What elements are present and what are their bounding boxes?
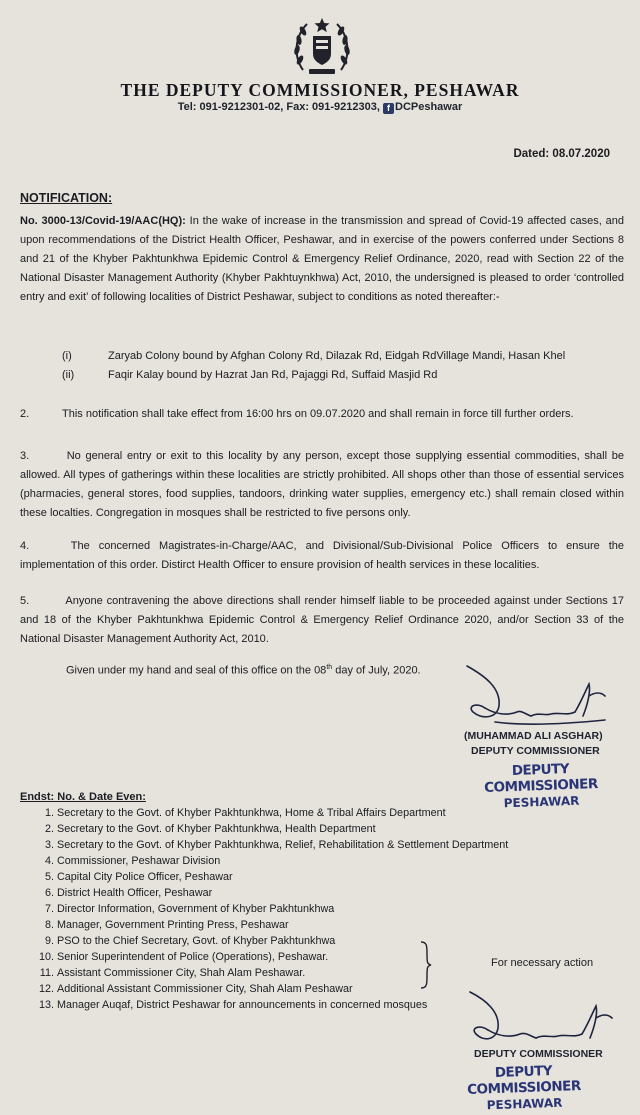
paragraph-line: implementation of this order. Distirct Health Officer to ensure provision of health services in these localities. [20, 559, 540, 571]
endorsement-list [20, 807, 620, 1015]
paragraph-4 [20, 537, 624, 575]
given-superscript: th [326, 664, 333, 671]
endorsement-number: 12. [38, 983, 54, 995]
facebook-handle: DCPeshawar [395, 101, 463, 113]
endorsement-text: Additional Assistant Commissioner City, Shah Alam Peshawar [57, 983, 353, 995]
brace-icon [419, 940, 433, 990]
paragraph-line: be allowed. All types of gatherings within these localities are strictly prohibited. All shops other than those of [20, 450, 624, 481]
endorsement-number: 2. [44, 823, 54, 835]
endorsement-number: 10. [38, 951, 54, 963]
endorsement-text: Secretary to the Govt. of Khyber Pakhtunkhwa, Home & Tribal Affairs Department [57, 807, 446, 819]
stamp-line: PESHAWAR [503, 793, 580, 811]
paragraph-line: essential services (pharmacies, general stores, food supplies, tandoors, drinking water supplies, emergency etc.) [20, 469, 624, 500]
endorsement-item [20, 871, 620, 887]
dated: Dated: 08.07.2020 [513, 148, 610, 160]
endorsement-item [20, 935, 620, 951]
paragraph-number: 5. [20, 595, 30, 607]
endorsement-text: Commissioner, Peshawar Division [57, 855, 221, 867]
kpk-emblem-icon [291, 12, 353, 78]
paragraph-number: 2. [20, 408, 30, 420]
endorsement-text: Senior Superintendent of Police (Operations), Peshawar. [57, 951, 329, 963]
signature-image [455, 662, 615, 730]
endorsement-text: Capital City Police Officer, Peshawar [57, 871, 233, 883]
stamp-line: DEPUTY COMMISSIONER [466, 1063, 582, 1098]
locality-text: Faqir Kalay bound by Hazrat Jan Rd, Pajaggi Rd, Suffaid Masjid Rd [108, 369, 438, 381]
locality-number: (ii) [62, 369, 75, 381]
intro-line: undersigned is pleased to order ‘controlled entry and exit’ of following localities of District Peshawar, subject to [20, 272, 624, 303]
endorsement-number: 8. [44, 919, 54, 931]
endorsement-text: Director Information, Government of Khyber Pakhtunkhwa [57, 903, 335, 915]
intro-line: conditions as noted thereafter:- [347, 291, 500, 303]
locality-item [0, 369, 640, 387]
endorsement-item [20, 839, 620, 855]
intro-line: conferred under Sections 8 and 21 of the Khyber Pakhtunkhwa Epidemic Control & Emergency Relief Ordinance, [20, 234, 624, 265]
paragraph-line: No general entry or exit to this locality by any person, except those supplying essential commodities, shall [66, 450, 608, 462]
endorsement-text: Manager Auqaf, District Peshawar for announcements in concerned mosques [57, 999, 428, 1011]
locality-item [0, 350, 640, 368]
notification-heading: NOTIFICATION: [20, 191, 113, 205]
paragraph-line: Section 33 of the National Disaster Management Authority Act, 2010. [20, 614, 624, 645]
endorsement-text: PSO to the Chief Secretary, Govt. of Khyber Pakhtunkhwa [57, 935, 336, 947]
given-text: Given under my hand and seal of this office on the 08 [66, 664, 327, 677]
paragraph-3 [20, 447, 624, 523]
signatory-designation: DEPUTY COMMISSIONER [471, 745, 600, 757]
endorsement-number: 4. [44, 855, 54, 867]
signatory-name: (MUHAMMAD ALI ASGHAR) [464, 730, 603, 742]
necessary-action-note: For necessary action [491, 957, 594, 969]
endorsement-item [20, 887, 620, 903]
endorsement-item [20, 967, 620, 983]
facebook-icon: f [383, 103, 394, 114]
endorsement-item [20, 903, 620, 919]
paragraph-number: 4. [20, 540, 30, 552]
endorsement-number: 1. [44, 807, 54, 819]
intro-line: In the wake of increase in the transmission and spread of Covid-19 affected [189, 215, 567, 227]
stamp-line: PESHAWAR [486, 1095, 563, 1113]
paragraph-line: shall remain closed within these localties. Congregation in mosques shall be restricted to five persons only. [20, 488, 624, 519]
paragraph-5 [20, 592, 624, 649]
endorsement-text: Assistant Commissioner City, Shah Alam Peshawar. [57, 967, 306, 979]
intro-line: 2020, read with Section 22 of the National Disaster Management Authority (Khyber Pakhtuynkhwa) Act, 2010, the [20, 253, 624, 284]
endorsement-number: 5. [44, 871, 54, 883]
given-under-seal [66, 664, 421, 677]
paragraph-text: This notification shall take effect from 16:00 hrs on 09.07.2020 and shall remain in force till further orders. [62, 408, 574, 420]
endorsement-number: 13. [38, 999, 54, 1011]
endorsement-designation: DEPUTY COMMISSIONER [474, 1048, 603, 1060]
endorsement-item [20, 919, 620, 935]
paragraph-number: 3. [20, 450, 30, 462]
endorsement-item [20, 823, 620, 839]
endorsement-item [20, 807, 620, 823]
contact-line [0, 101, 640, 114]
endorsement-number: 9. [44, 935, 54, 947]
endorsement-text: Manager, Government Printing Press, Peshawar [57, 919, 289, 931]
endorsement-number: 6. [44, 887, 54, 899]
official-stamp [460, 759, 622, 813]
endorsement-text: Secretary to the Govt. of Khyber Pakhtunkhwa, Relief, Rehabilitation & Settlement Department [57, 839, 509, 851]
contact-numbers: Tel: 091-9212301-02, Fax: 091-9212303, [177, 101, 380, 113]
endorsement-number: 7. [44, 903, 54, 915]
office-title: THE DEPUTY COMMISSIONER, PESHAWAR [120, 80, 520, 100]
paragraph-line: Anyone contravening the above directions shall render himself liable to be proceeded against under [65, 595, 562, 607]
endorsement-number: 11. [39, 967, 54, 979]
signature-image [460, 990, 620, 1050]
endorsement-text: District Health Officer, Peshawar [57, 887, 213, 899]
stamp-line: DEPUTY COMMISSIONER [483, 761, 599, 796]
locality-text: Zaryab Colony bound by Afghan Colony Rd, Dilazak Rd, Eidgah RdVillage Mandi, Hasan Khel [108, 350, 566, 362]
given-text-end: day of July, 2020. [332, 664, 421, 677]
endorsement-number: 3. [44, 839, 54, 851]
intro-line: cases, and upon recommendations of the District Health Officer, Peshawar, and in exercise of the powers [20, 215, 624, 246]
endorsement-item [20, 855, 620, 871]
endorsement-heading: Endst: No. & Date Even: [20, 791, 146, 803]
notification-number: No. 3000-13/Covid-19/AAC(HQ): [20, 215, 186, 227]
paragraph-line: Sections 17 and 18 of the Khyber Pakhtunkhwa Epidemic Control & Emergency Relief Ordinance 2020, and/or [20, 595, 625, 626]
paragraph-2 [20, 405, 624, 424]
paragraph-line: The concerned Magistrates-in-Charge/AAC, and Divisional/Sub-Divisional Police Officers to ensure the [70, 540, 624, 552]
locality-number: (i) [62, 350, 72, 362]
intro-paragraph [20, 212, 624, 307]
endorsement-text: Secretary to the Govt. of Khyber Pakhtunkhwa, Health Department [57, 823, 376, 835]
